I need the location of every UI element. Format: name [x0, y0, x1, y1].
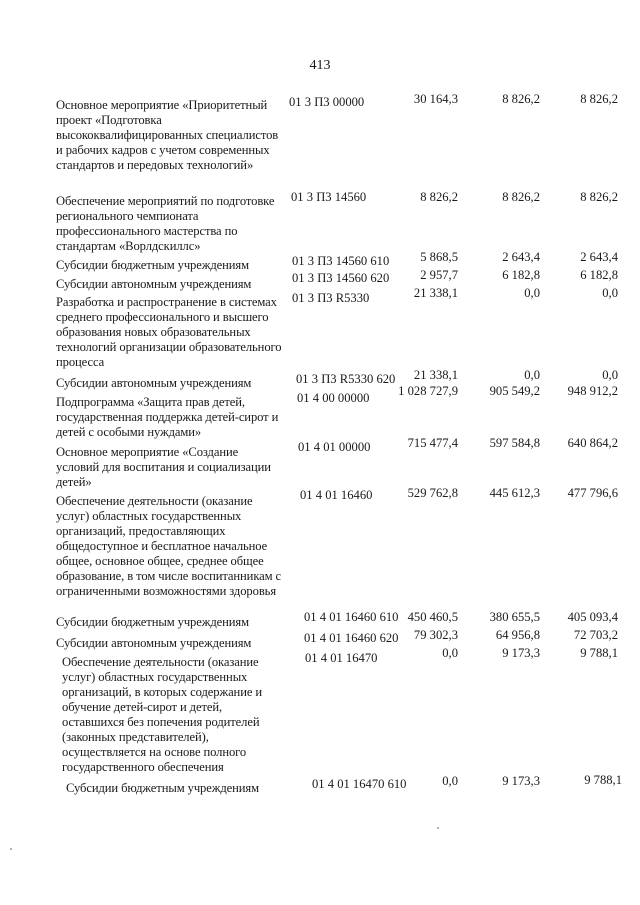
row-value-1: 30 164,3: [413, 92, 458, 106]
row-value-2: 445 612,3: [489, 486, 540, 500]
row-name: Основное мероприятие «Приоритетный проект «Подготовка высококвалифицированных специалистов и рабочих кадров с учетом современных стандартов и передовых технологий»: [56, 98, 279, 172]
table-row: [0, 486, 640, 598]
row-value-2: 0,0: [524, 286, 540, 300]
row-value-2: 2 643,4: [502, 250, 540, 264]
row-name: Субсидии автономным учреждениям: [56, 636, 252, 650]
table-row: [0, 268, 640, 291]
row-value-3: 8 826,2: [580, 92, 618, 106]
row-value-1: 529 762,8: [407, 486, 458, 500]
row-code: 01 4 01 16470: [305, 651, 378, 665]
row-value-3: 6 182,8: [580, 268, 618, 282]
row-name: Субсидии бюджетным учреждениям: [66, 781, 259, 795]
table-row: [0, 610, 640, 629]
row-code: 01 4 00 00000: [297, 391, 370, 405]
row-value-2: 380 655,5: [489, 610, 540, 624]
table-row: [0, 384, 640, 439]
row-name: Субсидии бюджетным учреждениям: [56, 615, 249, 629]
row-value-1: 2 957,7: [420, 268, 458, 282]
row-value-1: 21 338,1: [413, 368, 458, 382]
row-value-2: 9 173,3: [502, 774, 540, 788]
row-code: 01 4 01 16460 610: [304, 610, 399, 624]
row-name: Субсидии автономным учреждениям: [56, 277, 252, 291]
row-code: 01 3 П3 00000: [289, 95, 365, 109]
row-value-3: 8 826,2: [580, 190, 618, 204]
scan-speck: [10, 848, 12, 850]
row-code: 01 4 01 16460: [300, 488, 373, 502]
row-value-1: 450 460,5: [407, 610, 458, 624]
row-name: Обеспечение деятельности (оказание услуг) областных государственных организаций, в которых содержание и обучение детей-сирот и детей, оставшихся без попечения родителей (законных представителей), осуществляется на основе полного государственного обеспечения: [62, 655, 263, 774]
row-value-2: 597 584,8: [489, 436, 540, 450]
row-value-1: 21 338,1: [413, 286, 458, 300]
row-value-2: 6 182,8: [502, 268, 540, 282]
table-row: [0, 92, 640, 172]
row-value-3: 2 643,4: [580, 250, 618, 264]
row-code: 01 4 01 16470 610: [312, 777, 407, 791]
row-value-1: 0,0: [442, 646, 458, 660]
row-value-1: 79 302,3: [413, 628, 458, 642]
row-value-2: 0,0: [524, 368, 540, 382]
scan-speck: [437, 827, 439, 829]
row-name: Обеспечение деятельности (оказание услуг) областных государственных организаций, предоставляющих общедоступное и бесплатное начальное общее, основное общее, среднее общее образование, в том числе воспитанникам с ограниченными возможностями здоровья: [56, 494, 282, 598]
row-code: 01 4 01 00000: [298, 440, 371, 454]
row-value-3: 9 788,1: [580, 646, 618, 660]
row-name: Разработка и распространение в системах среднего профессионального и высшего образования новых образовательных технологий организации образовательного процесса: [56, 295, 282, 369]
row-value-3: 405 093,4: [567, 610, 618, 624]
row-name: Субсидии автономным учреждениям: [56, 376, 252, 390]
row-code: 01 3 П3 R5330: [292, 291, 370, 305]
table-row: [0, 368, 640, 390]
row-value-3: 640 864,2: [567, 436, 618, 450]
row-name: Основное мероприятие «Создание условий для воспитания и социализации детей»: [56, 445, 271, 489]
row-name: Обеспечение мероприятий по подготовке регионального чемпионата профессионального мастерства по стандартам «Ворлдскиллс»: [56, 194, 275, 253]
row-value-3: 72 703,2: [573, 628, 618, 642]
row-code: 01 4 01 16460 620: [304, 631, 399, 645]
row-value-1: 1 028 727,9: [398, 384, 458, 398]
row-code: 01 3 П3 14560 620: [292, 271, 390, 285]
row-code: 01 3 П3 14560: [291, 190, 367, 204]
row-value-3: 0,0: [602, 368, 618, 382]
row-value-1: 715 477,4: [407, 436, 458, 450]
row-name: Субсидии бюджетным учреждениям: [56, 258, 249, 272]
row-value-3: 9 788,1: [584, 773, 622, 787]
row-name: Подпрограмма «Защита прав детей, государственная поддержка детей-сирот и детей с особыми нуждами»: [56, 395, 279, 439]
table-row: [0, 250, 640, 272]
row-value-2: 64 956,8: [495, 628, 540, 642]
row-value-2: 905 549,2: [489, 384, 540, 398]
row-value-1: 8 826,2: [420, 190, 458, 204]
row-value-1: 5 868,5: [420, 250, 458, 264]
table-row: [0, 646, 640, 774]
page-number: 413: [309, 58, 331, 73]
row-value-1: 0,0: [442, 774, 458, 788]
table-row: [0, 436, 640, 489]
row-value-3: 948 912,2: [567, 384, 618, 398]
row-value-2: 9 173,3: [502, 646, 540, 660]
row-code: 01 3 П3 R5330 620: [296, 372, 396, 386]
row-value-3: 0,0: [602, 286, 618, 300]
row-value-2: 8 826,2: [502, 92, 540, 106]
table-row: [0, 286, 640, 369]
table-row: [0, 190, 640, 253]
table-row: [0, 770, 640, 795]
row-value-3: 477 796,6: [567, 486, 618, 500]
row-value-2: 8 826,2: [502, 190, 540, 204]
row-code: 01 3 П3 14560 610: [292, 254, 390, 268]
table-row: [0, 628, 640, 650]
